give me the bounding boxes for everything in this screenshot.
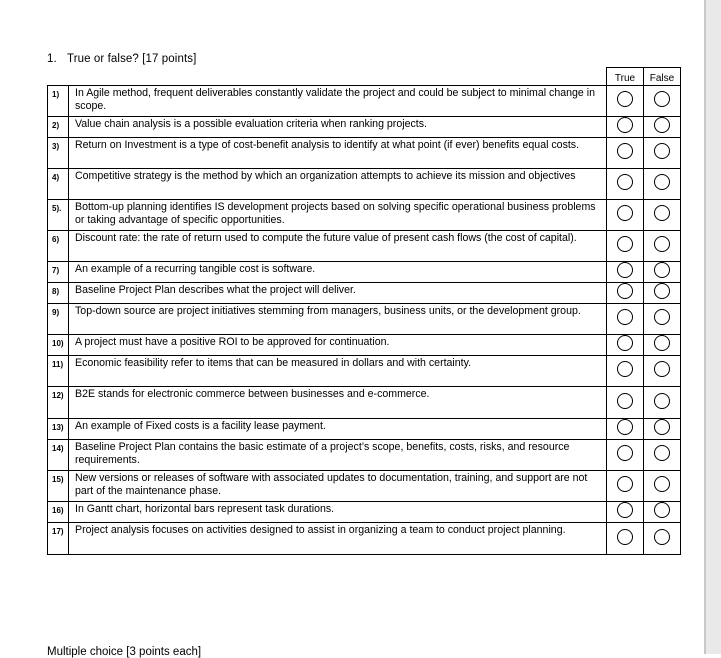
true-radio-circle[interactable] (617, 283, 633, 299)
table-row (48, 200, 681, 231)
blank-header-text (69, 68, 607, 86)
false-option-cell (644, 387, 681, 419)
row-number: 4) (48, 169, 69, 200)
true-radio-circle[interactable] (617, 91, 633, 107)
next-section-heading: Multiple choice [3 points each] (47, 646, 202, 658)
false-option-cell (644, 138, 681, 169)
true-option-cell (607, 387, 644, 419)
true-radio-circle[interactable] (617, 335, 633, 351)
true-option-cell (607, 523, 644, 555)
row-number: 5). (48, 200, 69, 231)
false-radio-circle[interactable] (654, 393, 670, 409)
true-option-cell (607, 440, 644, 471)
false-option-cell (644, 231, 681, 262)
table-row (48, 262, 681, 283)
row-number: 12) (48, 387, 69, 419)
table-row (48, 86, 681, 117)
true-option-cell (607, 304, 644, 335)
true-option-cell (607, 419, 644, 440)
false-option-cell (644, 502, 681, 523)
true-false-table (47, 67, 681, 555)
false-radio-circle[interactable] (654, 476, 670, 492)
row-number: 7) (48, 262, 69, 283)
false-option-cell (644, 523, 681, 555)
table-row (48, 138, 681, 169)
true-radio-circle[interactable] (617, 309, 633, 325)
statement-text: Discount rate: the rate of return used to compute the future value of present cash flows (the cost of capital). (69, 231, 607, 262)
row-number: 1) (48, 86, 69, 117)
statement-text: In Gantt chart, horizontal bars represent task durations. (69, 502, 607, 523)
table-row (48, 169, 681, 200)
true-option-cell (607, 335, 644, 356)
true-radio-circle[interactable] (617, 143, 633, 159)
false-option-cell (644, 335, 681, 356)
question-title (47, 53, 196, 65)
false-option-cell (644, 262, 681, 283)
question-title-text: True or false? [17 points] (67, 53, 197, 65)
statement-text: Competitive strategy is the method by which an organization attempts to achieve its mission and objectives (69, 169, 607, 200)
true-radio-circle[interactable] (617, 529, 633, 545)
false-option-cell (644, 200, 681, 231)
false-radio-circle[interactable] (654, 174, 670, 190)
statement-text: An example of Fixed costs is a facility lease payment. (69, 419, 607, 440)
false-radio-circle[interactable] (654, 529, 670, 545)
table-row (48, 304, 681, 335)
false-radio-circle[interactable] (654, 309, 670, 325)
false-radio-circle[interactable] (654, 335, 670, 351)
false-radio-circle[interactable] (654, 283, 670, 299)
statement-text: Value chain analysis is a possible evaluation criteria when ranking projects. (69, 117, 607, 138)
row-number: 15) (48, 471, 69, 502)
table-row (48, 117, 681, 138)
true-radio-circle[interactable] (617, 174, 633, 190)
row-number: 17) (48, 523, 69, 555)
false-radio-circle[interactable] (654, 205, 670, 221)
row-number: 13) (48, 419, 69, 440)
table-row (48, 335, 681, 356)
false-radio-circle[interactable] (654, 445, 670, 461)
statement-text: A project must have a positive ROI to be approved for continuation. (69, 335, 607, 356)
true-radio-circle[interactable] (617, 262, 633, 278)
false-option-cell (644, 304, 681, 335)
true-option-cell (607, 471, 644, 502)
row-number: 3) (48, 138, 69, 169)
statement-text: B2E stands for electronic commerce between businesses and e-commerce. (69, 387, 607, 419)
statement-text: Top-down source are project initiatives stemming from managers, business units, or the development group. (69, 304, 607, 335)
statement-text: In Agile method, frequent deliverables constantly validate the project and could be subject to minimal change in scope. (69, 86, 607, 117)
statement-text: Return on Investment is a type of cost-benefit analysis to identify at what point (if ever) benefits equal costs. (69, 138, 607, 169)
true-option-cell (607, 231, 644, 262)
table-header-row (48, 68, 681, 86)
false-radio-circle[interactable] (654, 236, 670, 252)
table-row (48, 502, 681, 523)
statement-text: Economic feasibility refer to items that can be measured in dollars and with certainty. (69, 356, 607, 387)
true-radio-circle[interactable] (617, 236, 633, 252)
true-option-cell (607, 86, 644, 117)
row-number: 6) (48, 231, 69, 262)
true-option-cell (607, 200, 644, 231)
row-number: 9) (48, 304, 69, 335)
table-row (48, 283, 681, 304)
true-option-cell (607, 169, 644, 200)
true-radio-circle[interactable] (617, 393, 633, 409)
true-radio-circle[interactable] (617, 361, 633, 377)
statement-text: Baseline Project Plan describes what the project will deliver. (69, 283, 607, 304)
row-number: 14) (48, 440, 69, 471)
false-option-cell (644, 471, 681, 502)
page-edge-shadow (706, 0, 721, 654)
statement-text: New versions or releases of software with associated updates to documentation, training, and support are not part of the maintenance phase. (69, 471, 607, 502)
true-radio-circle[interactable] (617, 419, 633, 435)
table-row (48, 231, 681, 262)
statement-text: Project analysis focuses on activities designed to assist in organizing a team to conduct project planning. (69, 523, 607, 555)
false-option-cell (644, 117, 681, 138)
table-row (48, 440, 681, 471)
table-row (48, 419, 681, 440)
true-option-cell (607, 356, 644, 387)
false-option-cell (644, 356, 681, 387)
row-number: 11) (48, 356, 69, 387)
table-row (48, 471, 681, 502)
blank-header (48, 68, 69, 86)
false-radio-circle[interactable] (654, 419, 670, 435)
table-body (48, 86, 681, 555)
true-option-cell (607, 262, 644, 283)
false-radio-circle[interactable] (654, 117, 670, 133)
false-radio-circle[interactable] (654, 262, 670, 278)
row-number: 8) (48, 283, 69, 304)
true-radio-circle[interactable] (617, 445, 633, 461)
true-option-cell (607, 138, 644, 169)
false-radio-circle[interactable] (654, 502, 670, 518)
false-option-cell (644, 283, 681, 304)
table-row (48, 387, 681, 419)
true-radio-circle[interactable] (617, 205, 633, 221)
false-option-cell (644, 86, 681, 117)
false-column-header: False (644, 68, 681, 86)
table-row (48, 356, 681, 387)
table-row (48, 523, 681, 555)
true-option-cell (607, 502, 644, 523)
true-option-cell (607, 117, 644, 138)
row-number: 16) (48, 502, 69, 523)
question-number: 1. (47, 53, 57, 65)
true-radio-circle[interactable] (617, 117, 633, 133)
false-radio-circle[interactable] (654, 91, 670, 107)
false-radio-circle[interactable] (654, 361, 670, 377)
false-option-cell (644, 419, 681, 440)
true-radio-circle[interactable] (617, 502, 633, 518)
false-option-cell (644, 169, 681, 200)
row-number: 10) (48, 335, 69, 356)
true-column-header: True (607, 68, 644, 86)
false-radio-circle[interactable] (654, 143, 670, 159)
true-option-cell (607, 283, 644, 304)
statement-text: Bottom-up planning identifies IS development projects based on solving specific operational business problems or taking advantage of specific opportunities. (69, 200, 607, 231)
true-radio-circle[interactable] (617, 476, 633, 492)
statement-text: Baseline Project Plan contains the basic estimate of a project’s scope, benefits, costs, risks, and resource requirements. (69, 440, 607, 471)
row-number: 2) (48, 117, 69, 138)
statement-text: An example of a recurring tangible cost is software. (69, 262, 607, 283)
false-option-cell (644, 440, 681, 471)
